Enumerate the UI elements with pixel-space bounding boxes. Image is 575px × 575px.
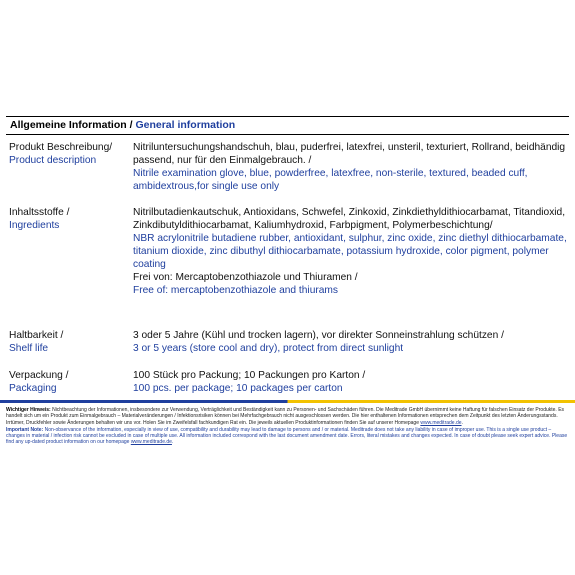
disclaimer-de-text: Nichtbeachtung der Informationen, insbesondere zur Verwendung, Verträglichkeit und Beständigkeit kann zu Personen- und Sachschäden führen. Die Meditrade GmbH übernimmt keine Haftung für falschen Einsatz der Produkte. Es handelt sich um ein Produkt zum Einmalgebrauch – Materialveränderungen / Infektionsrisiken können bei Mehrfachgebrauch nicht ausgeschlossen werden. Die hier enthaltenen Informationen entsprechen dem Zeitpunkt des letzten Änderungsstands. Irrtümer, Druckfehler sowie Änderungen behalten wir uns vor. Holen Sie im Zweifelsfall fachkundigen Rat ein. Die jeweils aktuellen Produktinformationen finden Sie auf unserer Homepage	[6, 407, 565, 426]
content-en: Nitrile examination glove, blue, powderfree, latexfree, non-sterile, textured, beaded cuff, ambidextrous,for single use only	[133, 168, 528, 192]
row-content	[133, 141, 571, 193]
label-en: Packaging	[9, 383, 57, 394]
disclaimer-de	[6, 407, 568, 426]
content-en: 100 pcs. per package; 10 packages per carton	[133, 383, 343, 394]
row-label	[9, 329, 127, 355]
content-de: 100 Stück pro Packung; 10 Packungen pro Karton /	[133, 370, 366, 381]
row-label	[9, 206, 127, 232]
header-title-en: General information	[135, 119, 236, 131]
content-de: Nitriluntersuchungshandschuh, blau, puderfrei, latexfrei, unsteril, texturiert, Rollrand, beidhändig passend, nur für den Einmalgebrauch. /	[133, 142, 566, 166]
content-en: NBR acrylonitrile butadiene rubber, antioxidant, sulphur, zinc oxide, zinc diethyl dithiocarbamate, titanium dioxide, zinc dibuthyl dithiocarbamate, potassium hydroxide, color pigment, polymer coating	[133, 233, 567, 270]
disclaimer-en-text: Non-observance of the information, especially in view of use, compatibility and durability may lead to damage to persons and / or material. Meditrade does not take any liability in case of improper use. This is a single use product – changes in material / infection risk cannot be excluded in case of multiple use. All information included correspond with the last document amendment date. Errors, literal mistakes and changes expected. In case of doubt please seek expert advice. Please find any up-dated product information on our homepage	[6, 426, 568, 446]
section-header	[6, 116, 569, 135]
row-label	[9, 369, 127, 395]
label-de: Haltbarkeit /	[9, 330, 64, 341]
label-de: Verpackung /	[9, 370, 69, 381]
row-content	[133, 329, 571, 355]
row-content	[133, 369, 571, 395]
header-title-de: Allgemeine Information	[10, 119, 127, 131]
homepage-link-de[interactable]: www.meditrade.de	[420, 419, 462, 426]
disclaimer-de-heading: Wichtiger Hinweis:	[6, 407, 51, 413]
content-de: Nitrilbutadienkautschuk, Antioxidans, Schwefel, Zinkoxid, Zinkdiethyldithiocarbamat, Titandioxid, Zinkdibutyldithiocarbamat, Kaliumhydroxid, Farbpigment, Polymerbeschichtung/	[133, 207, 566, 231]
label-de: Produkt Beschreibung/	[9, 142, 113, 153]
label-en: Product description	[9, 155, 97, 166]
footer-disclaimer	[6, 407, 568, 447]
disclaimer-en	[6, 427, 568, 446]
label-en: Shelf life	[9, 343, 49, 354]
content-de: 3 oder 5 Jahre (Kühl und trocken lagern), vor direkter Sonneinstrahlung schützen /	[133, 330, 504, 341]
disclaimer-en-end: .	[171, 439, 174, 446]
header-separator: /	[126, 119, 136, 131]
brand-stripe-divider	[0, 400, 575, 403]
disclaimer-de-end: .	[461, 419, 463, 426]
row-content	[133, 206, 571, 297]
content-en: 3 or 5 years (store cool and dry), protect from direct sunlight	[133, 343, 404, 354]
row-label	[9, 141, 127, 167]
content-en-free-of: Free of: mercaptobenzothiazole and thiurams	[133, 285, 338, 296]
disclaimer-en-heading: Important Note:	[6, 426, 44, 433]
label-en: Ingredients	[9, 220, 60, 231]
content-de-free-of: Frei von: Mercaptobenzothiazole und Thiuramen /	[133, 272, 358, 283]
label-de: Inhaltsstoffe /	[9, 207, 70, 218]
homepage-link-en[interactable]: www.meditrade.de	[130, 439, 172, 446]
